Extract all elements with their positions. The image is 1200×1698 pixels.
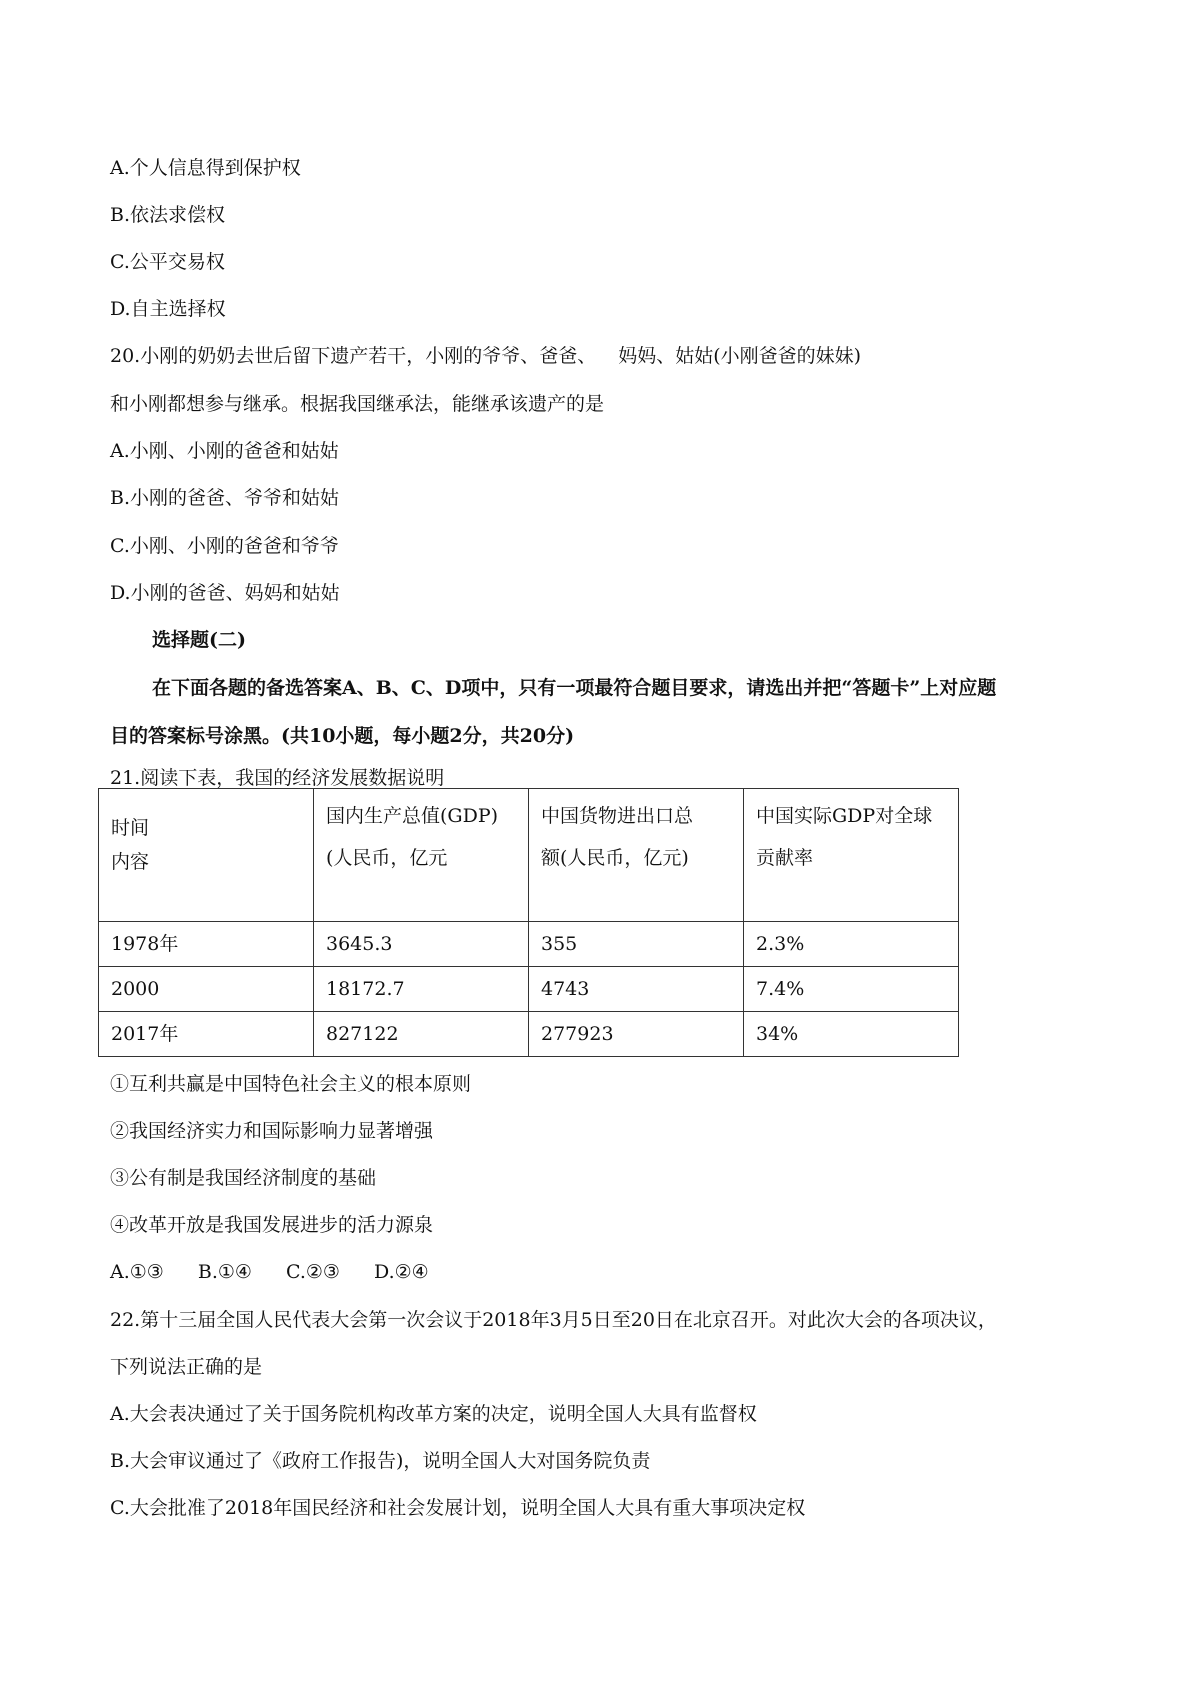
q20-option-d: D.小刚的爸爸、妈妈和姑姑 bbox=[110, 582, 340, 604]
table-cell: 2.3% bbox=[744, 922, 959, 967]
header-contribution-line1: 中国实际GDP对全球 bbox=[756, 805, 933, 827]
table-header-row bbox=[99, 789, 959, 922]
q21-answer-c: C.②③ bbox=[286, 1261, 340, 1283]
table-row bbox=[99, 1012, 959, 1057]
header-contribution-line2: 贡献率 bbox=[756, 847, 814, 869]
q20-stem-part2: 妈妈、姑姑(小刚爸爸的妹妹) bbox=[618, 345, 862, 367]
q22-stem-line2: 下列说法正确的是 bbox=[110, 1356, 263, 1378]
q21-answer-a: A.①③ bbox=[110, 1261, 164, 1283]
q19-option-b: B.依法求偿权 bbox=[110, 204, 226, 226]
q21-answers bbox=[110, 1258, 457, 1286]
q19-option-d: D.自主选择权 bbox=[110, 298, 226, 320]
q21-statement-3: ③公有制是我国经济制度的基础 bbox=[110, 1167, 377, 1189]
table-cell: 827122 bbox=[314, 1012, 529, 1057]
q21-statement-1: ①互利共赢是中国特色社会主义的根本原则 bbox=[110, 1073, 472, 1095]
q21-stem: 21.阅读下表，我国的经济发展数据说明 bbox=[110, 767, 445, 789]
table-cell: 4743 bbox=[529, 967, 744, 1012]
header-time-content bbox=[99, 789, 314, 922]
q20-option-b: B.小刚的爸爸、爷爷和姑姑 bbox=[110, 487, 340, 509]
header-contribution bbox=[744, 789, 959, 922]
section-instruction-line1: 在下面各题的备选答案A、B、C、D项中，只有一项最符合题目要求，请选出并把“答题卡”上对应题 bbox=[152, 677, 997, 699]
header-time-label: 时间 bbox=[111, 817, 150, 839]
q20-option-a: A.小刚、小刚的爸爸和姑姑 bbox=[110, 440, 339, 462]
q21-answer-d: D.②④ bbox=[374, 1261, 429, 1283]
table-cell: 2017年 bbox=[99, 1012, 314, 1057]
table-cell: 18172.7 bbox=[314, 967, 529, 1012]
header-gdp-line1: 国内生产总值(GDP) bbox=[326, 805, 499, 827]
q20-stem-line1 bbox=[110, 342, 861, 370]
q20-stem-part1: 20.小刚的奶奶去世后留下遗产若干，小刚的爷爷、爸爸、 bbox=[110, 345, 597, 367]
header-content-label: 内容 bbox=[111, 851, 150, 873]
q22-stem-line1: 22.第十三届全国人民代表大会第一次会议于2018年3月5日至20日在北京召开。对此次大会的各项决议， bbox=[110, 1309, 997, 1331]
q21-statement-2: ②我国经济实力和国际影响力显著增强 bbox=[110, 1120, 434, 1142]
table-cell: 1978年 bbox=[99, 922, 314, 967]
q22-option-b: B.大会审议通过了《政府工作报告)，说明全国人大对国务院负责 bbox=[110, 1450, 651, 1472]
header-trade-line2: 额(人民币，亿元) bbox=[541, 847, 689, 869]
table-cell: 277923 bbox=[529, 1012, 744, 1057]
table-cell: 34% bbox=[744, 1012, 959, 1057]
header-gdp bbox=[314, 789, 529, 922]
section-instruction-line2: 目的答案标号涂黑。(共10小题，每小题2分，共20分) bbox=[110, 725, 575, 747]
table-cell: 355 bbox=[529, 922, 744, 967]
table-cell: 2000 bbox=[99, 967, 314, 1012]
header-gdp-line2: (人民币，亿元 bbox=[326, 847, 448, 869]
q19-option-c: C.公平交易权 bbox=[110, 251, 225, 273]
header-trade bbox=[529, 789, 744, 922]
section-title: 选择题(二) bbox=[152, 629, 246, 651]
q19-option-a: A.个人信息得到保护权 bbox=[110, 157, 301, 179]
table-cell: 7.4% bbox=[744, 967, 959, 1012]
header-trade-line1: 中国货物进出口总 bbox=[541, 805, 694, 827]
q21-statement-4: ④改革开放是我国发展进步的活力源泉 bbox=[110, 1214, 434, 1236]
table-cell: 3645.3 bbox=[314, 922, 529, 967]
q21-answer-b: B.①④ bbox=[197, 1261, 252, 1283]
q22-option-c: C.大会批准了2018年国民经济和社会发展计划，说明全国人大具有重大事项决定权 bbox=[110, 1497, 806, 1519]
table-row bbox=[99, 922, 959, 967]
table-row bbox=[99, 967, 959, 1012]
q20-stem-line2: 和小刚都想参与继承。根据我国继承法，能继承该遗产的是 bbox=[110, 393, 605, 415]
q22-option-a: A.大会表决通过了关于国务院机构改革方案的决定，说明全国人大具有监督权 bbox=[110, 1403, 757, 1425]
q20-option-c: C.小刚、小刚的爸爸和爷爷 bbox=[110, 535, 339, 557]
economic-data-table bbox=[98, 788, 959, 1057]
